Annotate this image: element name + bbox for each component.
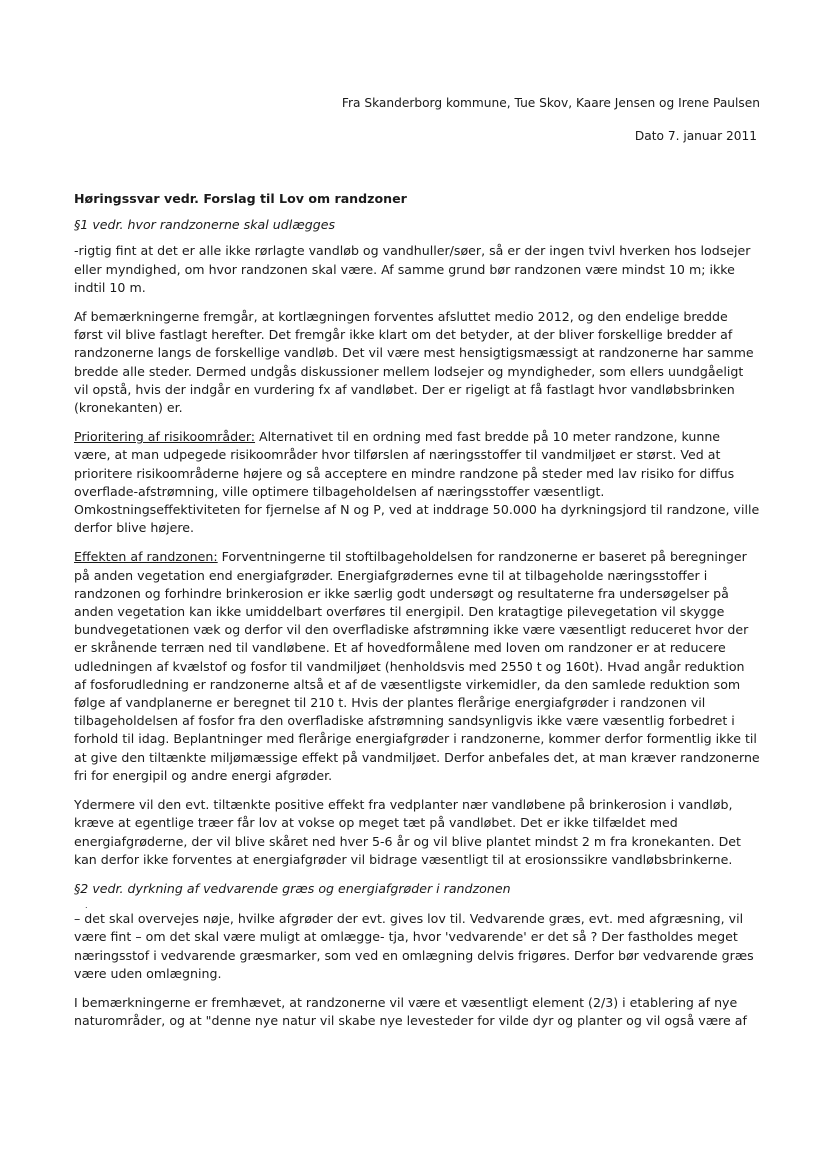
date-line: Dato 7. januar 2011 (634, 129, 757, 143)
paragraph-4 (74, 548, 760, 785)
paragraph-5: Ydermere vil den evt. tiltænkte positive effekt fra vedplanter nær vandløbene på brinkerosion i vandløb, kræve at egentlige træer får lov at vokse op meget tæt på vandløbet. Det er ikke tilfældet med energiafgrøderne, der vil blive skåret ned hver 5-6 år og vil blive plantet mindst 2 m fra kronekanten. Det kan derfor ikke forventes at energiafgrøder vil bidrage væsentligt til at erosionssikre vandløbsbrinkerne. (74, 797, 741, 867)
paragraph-4-label: Effekten af randzonen: (74, 549, 218, 565)
section-heading-2: §2 vedr. dyrkning af vedvarende græs og energiafgrøder i randzonen (74, 880, 511, 896)
document-body (74, 190, 760, 1041)
stray-dot-mark: . (85, 901, 88, 911)
paragraph-3-label: Prioritering af risikoområder: (74, 429, 256, 445)
paragraph-3-text: Alternativet til en ordning med fast bredde på 10 meter randzone, kunne være, at man udpegede risikoområder hvor tilførslen af næringsstoffer til vandmiljøet er størst. Ved at prioritere risikoområderne højere og så acceptere en mindre randzone på steder med lav risiko for diffus overflade-afstrømning, ville optimere tilbageholdelsen af næringsstoffer væsentligt. Omkostningseffektiviteten for fjernelse af N og P, ved at inddrage 50.000 ha dyrkningsjord til randzone, ville derfor blive højere. (74, 429, 760, 536)
paragraph-1: -rigtig fint at det er alle ikke rørlagte vandløb og vandhuller/søer, så er der ingen tvivl hverken hos lodsejer eller myndighed, om hvor randzonen skal være. Af samme grund bør randzonen være mindst 10 m; ikke indtil 10 m. (74, 243, 751, 295)
paragraph-6: – det skal overvejes nøje, hvilke afgrøder der evt. gives lov til. Vedvarende græs, evt. med afgræsning, vil være fint – om det skal være muligt at omlægge- tja, hvor 'vedvarende' er det så ? Der fastholdes meget næringsstof i vedvarende græsmarker, som ved en omlægning delvis frigøres. Derfor bør vedvarende græs være uden omlægning. (74, 911, 754, 981)
section-heading-1: §1 vedr. hvor randzonerne skal udlægges (74, 217, 336, 233)
paragraph-4-text: Forventningerne til stoftilbageholdelsen for randzonerne er baseret på beregninger på anden vegetation end energiafgrøder. Energiafgrødernes evne til at tilbageholde næringsstoffer i randzonen og forhindre brinkerosion er ikke særlig godt undersøgt og resultaterne fra undersøgelser på anden vegetation kan ikke umiddelbart overføres til energipil. Den kratagtige pilevegetation vil skygge bundvegetationen væk og derfor vil den overfladiske afstrømning ikke være væsentligt reduceret hvor der er skrånende terræn ned til vandløbene. Et af hovedformålene med loven om randzoner er at reducere udledningen af kvælstof og fosfor til vandmiljøet (henholdsvis med 2550 t og 160t). Hvad angår reduktion af fosforudledning er randzonerne altså et af de væsentligste virkemidler, da den samlede reduktion som følge af vandplanerne er beregnet til 210 t. Hvis der plantes flerårige energiafgrøder i randzonen vil tilbageholdelsen af fosfor fra den overfladiske afstrømning sandsynligvis ikke være væsentlig forbedret i forhold til idag. Beplantninger med flerårige energiafgrøder i randzonerne, kommer derfor formentlig ikke til at give den tiltænkte miljømæssige effekt på vandmiljøet. Derfor anbefales det, at man kræver randzonerne fri for energipil og andre energi afgrøder. (74, 549, 760, 783)
paragraph-3 (74, 428, 760, 537)
sender-line: Fra Skanderborg kommune, Tue Skov, Kaare Jensen og Irene Paulsen (341, 96, 760, 110)
document-page (74, 0, 760, 1169)
paragraph-2: Af bemærkningerne fremgår, at kortlægningen forventes afsluttet medio 2012, og den endelige bredde først vil blive fastlagt herefter. Det fremgår ikke klart om det betyder, at der bliver forskellige bredder af randzonerne langs de forskellige vandløb. Det vil være mest hensigtigsmæssigt at randzonerne har samme bredde alle steder. Dermed undgås diskussioner mellem lodsejer og myndigheder, som ellers uundgåeligt vil opstå, hvis der indgår en vurdering fx af vandløbet. Der er rigeligt at få fastlagt hvor vandløbsbrinken (kronekanten) er. (74, 309, 754, 416)
paragraph-7: I bemærkningerne er fremhævet, at randzonerne vil være et væsentligt element (2/3) i etablering af nye naturområder, og at "denne nye natur vil skabe nye levesteder for vilde dyr og planter og vil også være af (74, 994, 747, 1029)
document-title: Høringssvar vedr. Forslag til Lov om randzoner (74, 191, 407, 206)
